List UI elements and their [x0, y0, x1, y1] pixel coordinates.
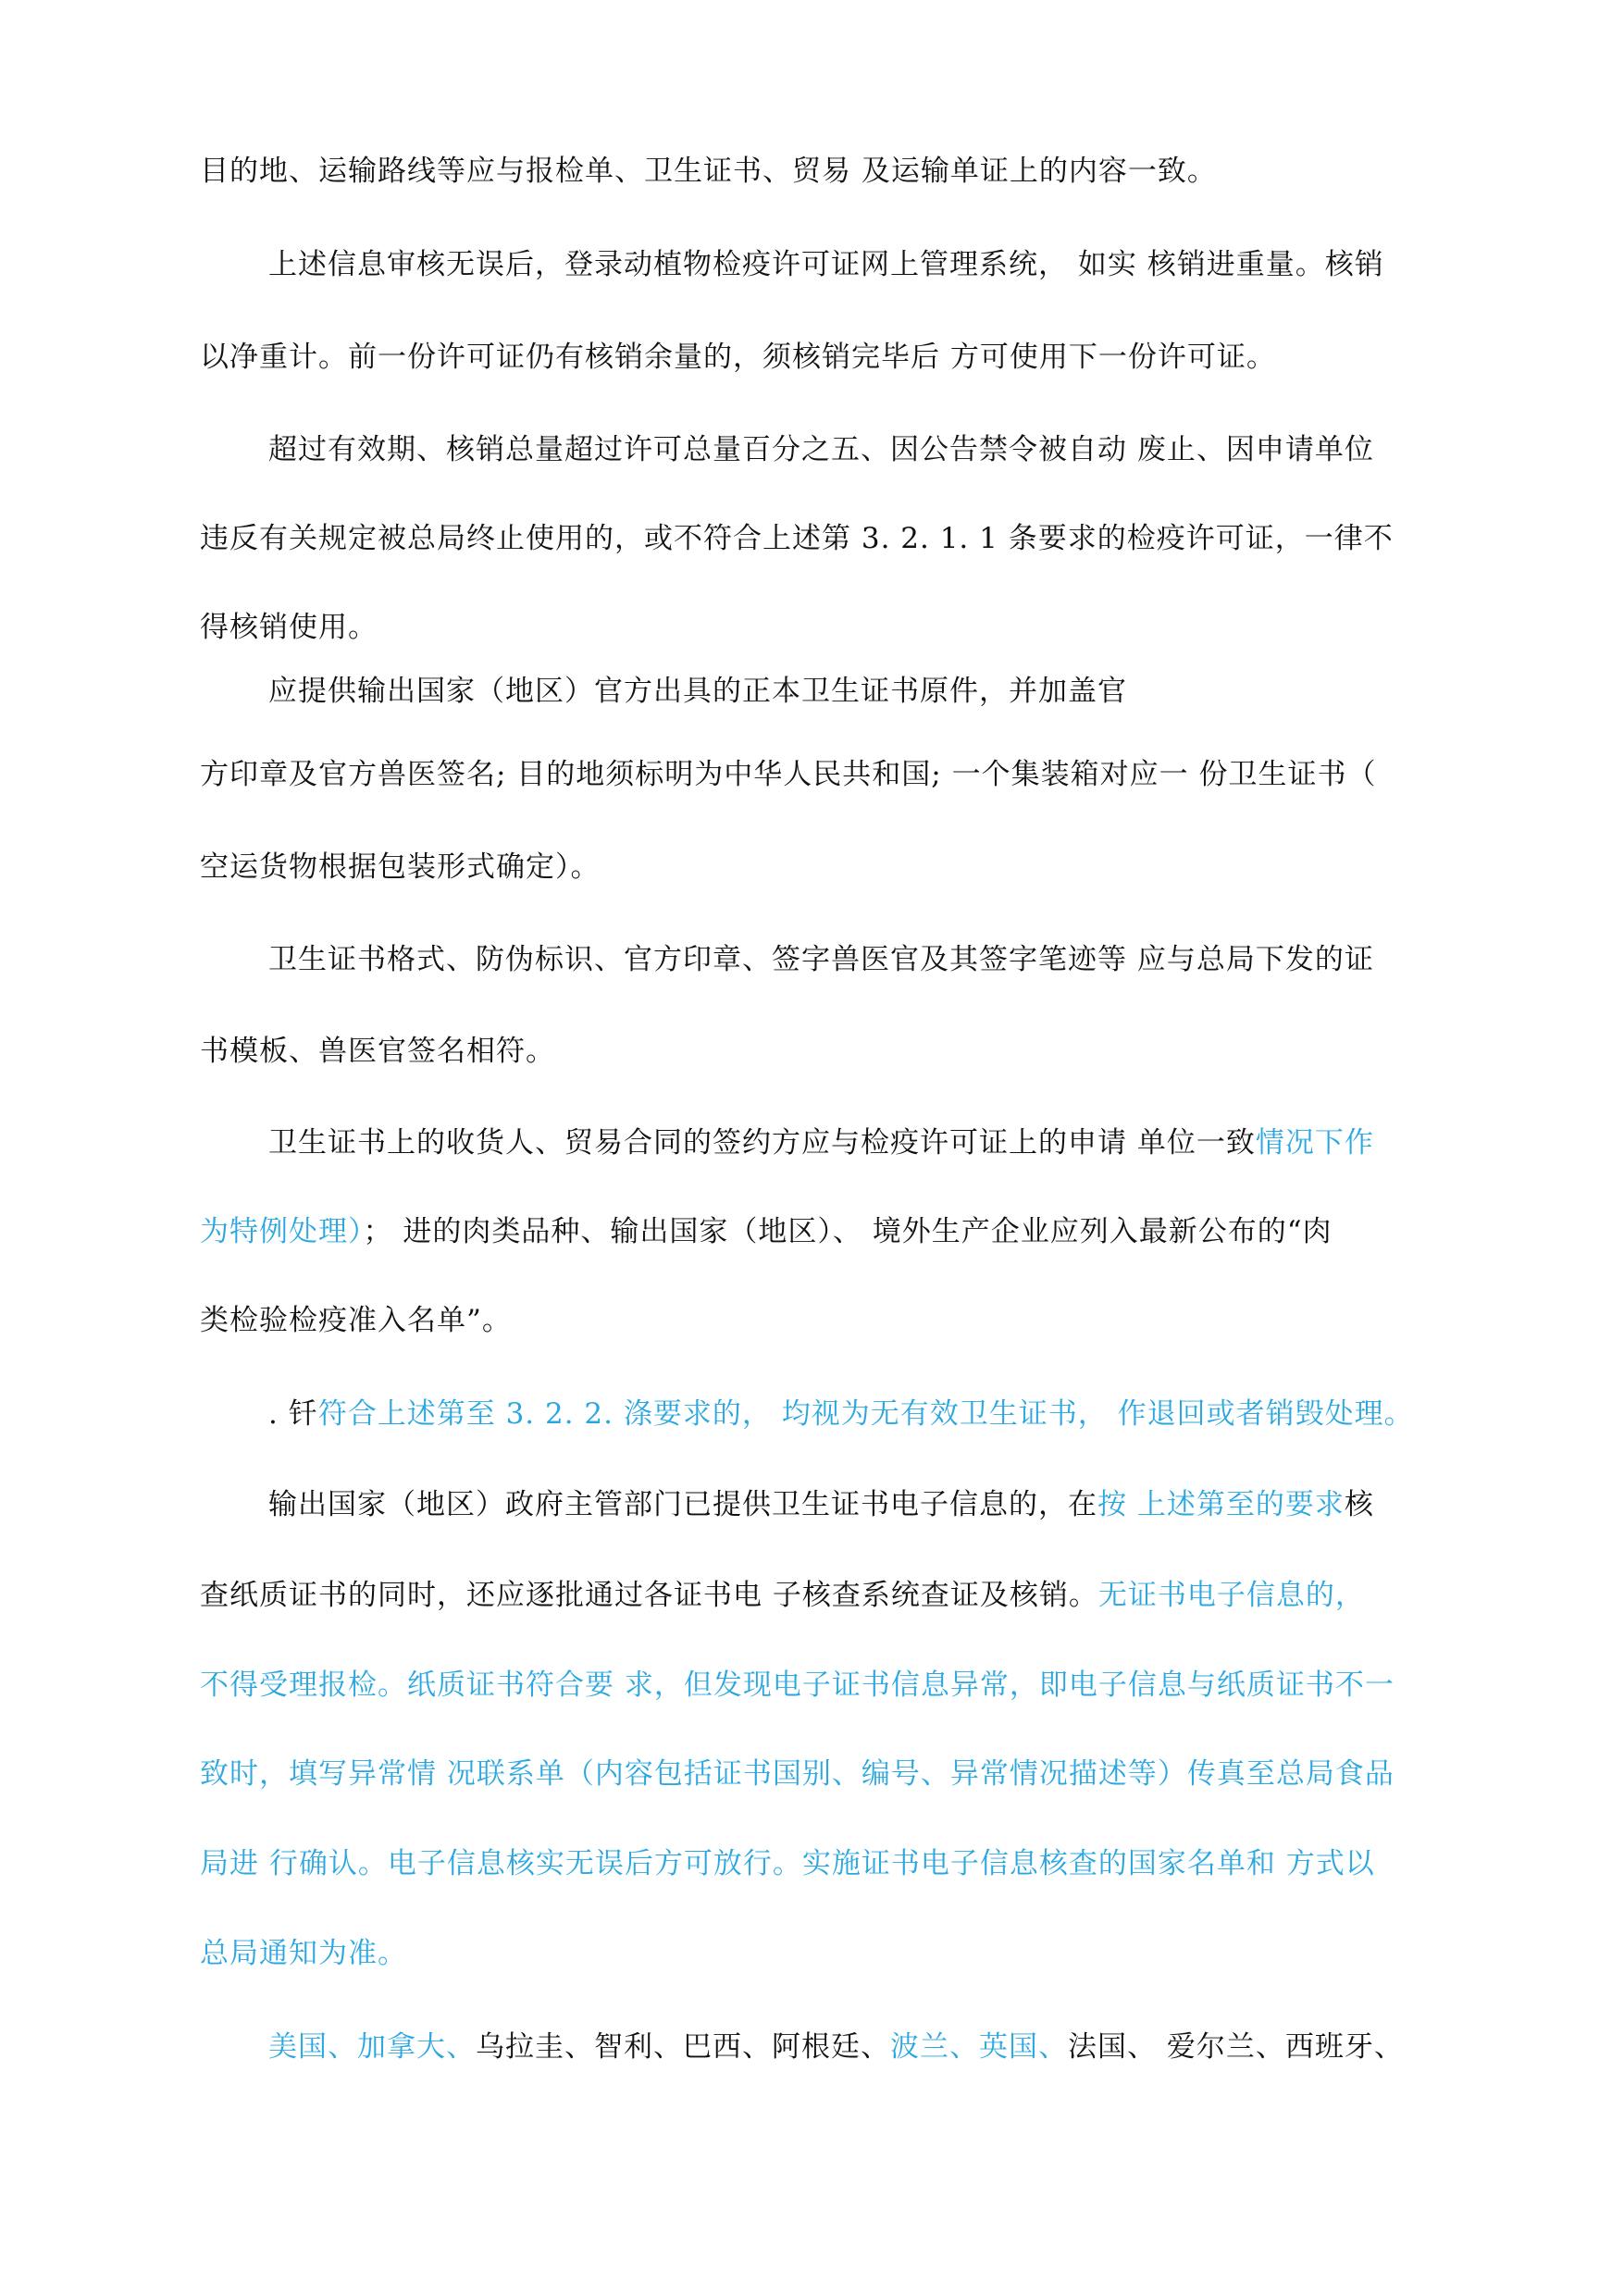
text-line-14 [200, 1302, 512, 1339]
highlighted-text-run: 情况下作 [1255, 1126, 1374, 1160]
text-run: 法国、 爱尔兰、西班牙、 [1068, 2030, 1404, 2064]
highlighted-text-run: 波兰、英国、 [890, 2030, 1068, 2064]
text-run: 类检验检疫准入名单”。 [200, 1304, 512, 1337]
text-line-18 [200, 1667, 1395, 1704]
text-line-22 [268, 2028, 1404, 2066]
text-run: 查纸质证书的同时，还应逐批通过各证书电 子核查系统查证及核销。 [200, 1579, 1098, 1612]
text-run: 乌拉圭、智利、巴西、阿根廷、 [476, 2030, 890, 2064]
highlighted-text-run: 不得受理报检。纸质证书符合要 求，但发现电子证书信息异常，即电子信息与纸质证书不一 [200, 1669, 1395, 1702]
text-line-4 [268, 431, 1374, 468]
text-line-13 [200, 1213, 1333, 1250]
text-line-1 [200, 153, 1217, 190]
text-run: 输出国家（地区）政府主管部门已提供卫生证书电子信息的，在 [268, 1488, 1097, 1521]
text-line-11 [200, 1033, 555, 1070]
highlighted-text-run: 符合上述第至 3. 2. 2. 涤要求的， 均视为无有效卫生证书， 作退回或者销毁处理。 [317, 1397, 1414, 1431]
text-line-15 [268, 1396, 1414, 1433]
text-run: 核 [1344, 1488, 1374, 1521]
highlighted-text-run: 局进 行确认。电子信息核实无误后方可放行。实施证书电子信息核查的国家名单和 方式以 [200, 1847, 1375, 1880]
text-run: 得核销使用。 [200, 611, 378, 644]
highlighted-text-run: 无证书电子信息的， [1097, 1579, 1365, 1612]
text-line-10 [268, 941, 1374, 978]
text-run: 以净重计。前一份许可证仍有核销余量的，须核销完毕后 方可使用下一份许可证。 [200, 341, 1276, 374]
text-line-6 [200, 609, 378, 646]
text-run: ； 进的肉类品种、输出国家（地区）、 境外生产企业应列入最新公布的“肉 [363, 1215, 1333, 1248]
highlighted-text-run: 按 上述第至的要求 [1097, 1488, 1345, 1521]
highlighted-text-run: 为特例处理） [200, 1215, 364, 1248]
text-line-17 [200, 1577, 1365, 1614]
text-line-3 [200, 339, 1276, 376]
text-run: 目的地、运输路线等应与报检单、卫生证书、贸易 及运输单证上的内容一致。 [200, 155, 1217, 188]
text-line-16 [268, 1486, 1374, 1523]
highlighted-text-run: 美国、加拿大、 [268, 2030, 476, 2064]
text-line-21 [200, 1935, 407, 1972]
text-run: 卫生证书上的收货人、贸易合同的签约方应与检疫许可证上的申请 单位一致 [268, 1126, 1256, 1160]
text-run: 超过有效期、核销总量超过许可总量百分之五、因公告禁令被自动 废止、因申请单位 [268, 433, 1374, 466]
text-line-2 [268, 246, 1384, 283]
text-run: 应提供输出国家（地区）官方出具的正本卫生证书原件，并加盖官 [268, 675, 1127, 708]
text-line-7 [268, 673, 1127, 710]
text-line-19 [200, 1755, 1395, 1793]
text-line-20 [200, 1845, 1375, 1882]
text-run: 书模板、兽医官签名相符。 [200, 1035, 555, 1068]
highlighted-text-run: 致时，填写异常情 况联系单（内容包括证书国别、编号、异常情况描述等）传真至总局食品 [200, 1757, 1395, 1791]
highlighted-text-run: 总局通知为准。 [200, 1937, 407, 1970]
text-run: . 钎 [268, 1397, 318, 1431]
text-run: 上述信息审核无误后，登录动植物检疫许可证网上管理系统， 如实 核销进重量。核销 [268, 248, 1384, 281]
text-line-8 [200, 756, 1376, 793]
text-run: 方印章及官方兽医签名; 目的地须标明为中华人民共和国; 一个集装箱对应一 份卫生证书（ [200, 758, 1377, 791]
text-line-9 [200, 849, 601, 886]
text-run: 空运货物根据包装形式确定）。 [200, 850, 601, 884]
text-line-12 [268, 1124, 1374, 1161]
text-run: 卫生证书格式、防伪标识、官方印章、签字兽医官及其签字笔迹等 应与总局下发的证 [268, 943, 1374, 976]
text-line-5 [200, 520, 1394, 557]
text-run: 违反有关规定被总局终止使用的，或不符合上述第 3. 2. 1. 1 条要求的检疫许可证，一律不 [200, 522, 1394, 555]
